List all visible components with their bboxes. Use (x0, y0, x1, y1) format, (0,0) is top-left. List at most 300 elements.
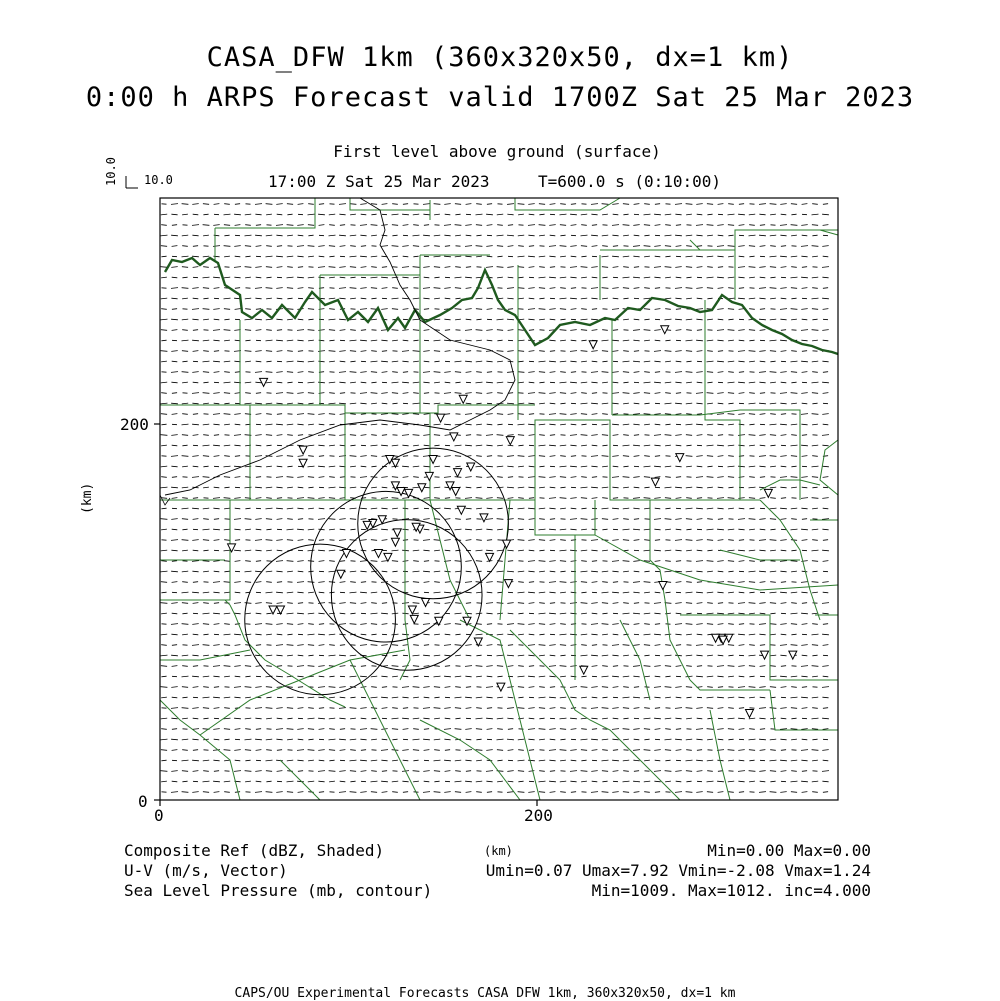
wind-vector (728, 277, 734, 278)
wind-vector (707, 456, 713, 457)
wind-vector (539, 204, 545, 205)
wind-vector (329, 508, 334, 509)
wind-vector (371, 393, 378, 394)
wind-vector (602, 246, 608, 247)
wind-vector (801, 225, 807, 226)
wind-vector (382, 624, 388, 625)
wind-vector (823, 645, 829, 646)
wind-vector (728, 697, 734, 698)
wind-vector (812, 466, 819, 467)
wind-vector (476, 235, 481, 236)
wind-vector (192, 403, 198, 404)
wind-vector (455, 256, 461, 257)
wind-vector (612, 708, 618, 709)
wind-vector (560, 708, 566, 709)
wind-vector (360, 424, 367, 425)
wind-vector (823, 204, 828, 205)
wind-vector (654, 718, 661, 719)
wind-vector (172, 645, 177, 646)
wind-vector (738, 382, 745, 383)
wind-vector (770, 550, 776, 551)
wind-vector (476, 676, 482, 677)
wind-vector (308, 288, 314, 289)
wind-vector (770, 687, 776, 688)
wind-vector (802, 403, 808, 404)
wind-vector (728, 760, 734, 761)
wind-vector (602, 508, 609, 509)
wind-vector (728, 540, 734, 541)
wind-vector (360, 708, 366, 709)
wind-vector (770, 267, 776, 268)
wind-vector (780, 319, 786, 320)
wind-vector (266, 519, 272, 520)
wind-vector (675, 487, 682, 488)
wind-vector (739, 340, 745, 341)
wind-vector (350, 267, 356, 268)
wind-vector (381, 613, 388, 614)
wind-vector (655, 792, 660, 793)
wind-vector (192, 256, 199, 257)
wind-vector (213, 781, 220, 782)
wind-vector (487, 393, 493, 394)
wind-vector (234, 697, 240, 698)
wind-vector (256, 225, 261, 226)
wind-vector (781, 382, 787, 383)
wind-vector (276, 256, 283, 257)
wind-vector (465, 729, 471, 730)
wind-vector (476, 561, 482, 562)
wind-vector (518, 424, 525, 425)
wind-vector (444, 739, 450, 740)
wind-vector (602, 760, 609, 761)
wind-vector (423, 519, 429, 520)
wind-vector (571, 424, 577, 425)
wind-vector (739, 645, 745, 646)
wind-vector (770, 445, 775, 446)
wind-vector (298, 403, 304, 404)
wind-vector (738, 498, 744, 499)
wind-vector (697, 246, 702, 247)
wind-vector (623, 277, 630, 278)
wind-vector (308, 697, 314, 698)
wind-vector (308, 214, 315, 215)
wind-vector (749, 750, 755, 751)
wind-vector (444, 624, 450, 625)
wind-vector (413, 235, 420, 236)
wind-vector (497, 477, 503, 478)
wind-vector (749, 435, 756, 436)
wind-vector (560, 288, 566, 289)
wind-vector (255, 382, 261, 383)
wind-vector (738, 603, 745, 604)
wind-vector (570, 634, 577, 635)
wind-vector (707, 655, 713, 656)
wind-vector (203, 298, 208, 299)
wind-vector (539, 540, 545, 541)
wind-vector (465, 445, 472, 446)
wind-vector (161, 246, 167, 247)
wind-vector (728, 246, 735, 247)
wind-vector (550, 372, 556, 373)
wind-vector (497, 361, 503, 362)
wind-vector (696, 487, 702, 488)
wind-vector (717, 361, 724, 362)
wind-vector (182, 204, 189, 205)
wind-vector (287, 529, 294, 530)
wind-vector (486, 382, 493, 383)
wind-vector (266, 435, 272, 436)
wind-vector (801, 750, 808, 751)
wind-vector (224, 424, 230, 425)
wind-vector (392, 393, 398, 394)
wind-vector (392, 382, 399, 383)
wind-vector (686, 498, 692, 499)
wind-vector (675, 550, 681, 551)
wind-vector (549, 645, 555, 646)
wind-vector (697, 603, 703, 604)
wind-vector (266, 781, 271, 782)
wind-vector (171, 519, 177, 520)
wind-vector (507, 792, 514, 793)
wind-vector (518, 246, 524, 247)
wind-vector (308, 592, 314, 593)
wind-vector (224, 697, 230, 698)
wind-vector (623, 361, 630, 362)
wind-vector (276, 739, 282, 740)
wind-vector (529, 214, 535, 215)
wind-vector (350, 330, 356, 331)
station-marker (425, 472, 433, 480)
wind-vector (224, 403, 229, 404)
wind-vector (476, 361, 482, 362)
wind-vector (318, 330, 324, 331)
wind-vector (297, 256, 303, 257)
wind-vector (340, 246, 346, 247)
wind-vector (759, 603, 765, 604)
wind-vector (823, 393, 829, 394)
wind-vector (255, 708, 262, 709)
wind-vector (665, 592, 670, 593)
wind-vector (277, 666, 282, 667)
wind-vector (791, 603, 797, 604)
wind-vector (696, 624, 702, 625)
wind-vector (822, 781, 828, 782)
wind-vector (497, 498, 503, 499)
wind-vector (675, 519, 681, 520)
wind-vector (192, 340, 199, 341)
wind-vector (371, 351, 377, 352)
wind-vector (276, 477, 283, 478)
wind-vector (413, 403, 420, 404)
wind-vector (392, 760, 398, 761)
wind-vector (665, 403, 672, 404)
wind-vector (518, 781, 523, 782)
wind-vector (676, 582, 682, 583)
wind-vector (739, 204, 744, 205)
wind-vector (350, 771, 356, 772)
wind-vector (402, 246, 408, 247)
wind-vector (444, 403, 450, 404)
station-marker (452, 487, 460, 495)
wind-vector (665, 676, 670, 677)
wind-vector (497, 697, 503, 698)
wind-vector (802, 655, 808, 656)
wind-vector (413, 277, 419, 278)
wind-vector (528, 393, 535, 394)
wind-vector (245, 340, 250, 341)
wind-vector (592, 582, 598, 583)
wind-vector (801, 330, 808, 331)
wind-vector (571, 393, 577, 394)
wind-vector (413, 613, 419, 614)
wind-vector (581, 519, 588, 520)
wind-vector (791, 456, 797, 457)
wind-vector (466, 603, 471, 604)
wind-vector (749, 256, 754, 257)
wind-vector (277, 330, 282, 331)
wind-vector (214, 456, 220, 457)
wind-vector (738, 582, 744, 583)
wind-vector (423, 708, 430, 709)
wind-vector (508, 750, 514, 751)
wind-vector (612, 540, 618, 541)
wind-vector (413, 550, 419, 551)
wind-vector (371, 529, 378, 530)
wind-vector (224, 582, 231, 583)
wind-vector (749, 771, 756, 772)
wind-vector (423, 288, 430, 289)
wind-vector (224, 330, 231, 331)
wind-vector (728, 666, 735, 667)
wind-vector (571, 288, 576, 289)
wind-vector (161, 214, 167, 215)
wind-vector (287, 718, 292, 719)
wind-vector (434, 687, 440, 688)
wind-vector (297, 246, 304, 247)
wind-vector (403, 676, 409, 677)
wind-vector (192, 204, 198, 205)
wind-vector (791, 687, 797, 688)
wind-vector (214, 487, 220, 488)
wind-vector (717, 246, 724, 247)
wind-vector (581, 676, 586, 677)
wind-vector (476, 309, 482, 310)
wind-vector (424, 666, 430, 667)
wind-vector (161, 225, 167, 226)
wind-vector (360, 403, 366, 404)
wind-vector (550, 267, 555, 268)
wind-vector (172, 246, 178, 247)
wind-vector (717, 697, 724, 698)
wind-vector (822, 445, 828, 446)
wind-vector (655, 508, 661, 509)
wind-vector (770, 571, 776, 572)
wind-vector (392, 340, 398, 341)
station-marker (299, 446, 307, 454)
wind-vector (371, 508, 377, 509)
wind-vector (487, 708, 492, 709)
wind-vector (245, 750, 251, 751)
wind-vector (581, 319, 588, 320)
wind-vector (329, 529, 335, 530)
wind-vector (550, 519, 555, 520)
wind-vector (255, 739, 262, 740)
wind-vector (539, 361, 546, 362)
wind-vector (455, 676, 461, 677)
wind-vector (518, 739, 524, 740)
wind-vector (413, 487, 420, 488)
wind-vector (591, 603, 597, 604)
wind-vector (161, 466, 167, 467)
wind-vector (560, 792, 566, 793)
wind-vector (791, 403, 797, 404)
wind-vector (203, 382, 208, 383)
wind-vector (581, 750, 587, 751)
wind-vector (287, 372, 293, 373)
wind-vector (686, 613, 691, 614)
wind-vector (728, 372, 734, 373)
wind-vector (592, 613, 598, 614)
wind-vector (686, 340, 693, 341)
wind-vector (697, 582, 702, 583)
wind-vector (738, 529, 744, 530)
wind-vector (245, 235, 252, 236)
wind-vector (360, 487, 366, 488)
wind-vector (812, 477, 818, 478)
wind-vector (444, 424, 451, 425)
wind-vector (318, 550, 325, 551)
wind-vector (287, 424, 293, 425)
wind-vector (581, 267, 588, 268)
wind-vector (308, 393, 314, 394)
wind-vector (434, 340, 441, 341)
wind-vector (791, 267, 797, 268)
wind-vector (171, 739, 178, 740)
wind-vector (319, 477, 325, 478)
wind-vector (235, 204, 240, 205)
wind-vector (749, 687, 756, 688)
wind-vector (591, 351, 597, 352)
wind-vector (455, 771, 461, 772)
wind-vector (623, 676, 629, 677)
wind-vector (297, 676, 303, 677)
wind-vector (497, 309, 503, 310)
wind-vector (791, 298, 796, 299)
wind-vector (791, 351, 797, 352)
wind-vector (550, 571, 556, 572)
wind-vector (256, 414, 262, 415)
wind-vector (802, 624, 808, 625)
wind-vector (486, 214, 493, 215)
wind-vector (308, 729, 314, 730)
wind-vector (802, 456, 808, 457)
wind-vector (801, 645, 807, 646)
wind-vector (403, 456, 408, 457)
wind-vector (791, 225, 798, 226)
wind-vector (434, 592, 441, 593)
wind-vector (371, 645, 378, 646)
wind-vector (234, 435, 241, 436)
wind-vector (644, 288, 650, 289)
wind-vector (192, 456, 198, 457)
wind-vector (161, 550, 167, 551)
y-axis-unit: (km) (80, 483, 95, 514)
wind-vector (739, 592, 745, 593)
wind-vector (738, 781, 744, 782)
wind-vector (360, 477, 367, 478)
wind-vector (529, 687, 535, 688)
wind-vector (812, 319, 817, 320)
wind-vector (476, 256, 482, 257)
wind-vector (234, 582, 240, 583)
wind-vector (812, 288, 818, 289)
wind-vector (592, 309, 597, 310)
wind-vector (287, 519, 293, 520)
wind-vector (728, 739, 733, 740)
wind-vector (350, 435, 356, 436)
wind-vector (413, 729, 419, 730)
wind-vector (665, 477, 671, 478)
wind-vector (560, 298, 567, 299)
wind-vector (392, 792, 398, 793)
wind-vector (350, 466, 356, 467)
wind-vector (654, 529, 660, 530)
wind-vector (161, 235, 168, 236)
wind-vector (602, 204, 609, 205)
wind-vector (266, 508, 273, 509)
wind-vector (266, 582, 272, 583)
wind-vector (549, 582, 556, 583)
wind-vector (319, 225, 325, 226)
wind-vector (686, 540, 693, 541)
legend-wind-range: Umin=0.07 Umax=7.92 Vmin=-2.08 Vmax=1.24 (486, 861, 871, 880)
wind-vector (613, 771, 619, 772)
wind-vector (444, 729, 451, 730)
wind-vector (539, 298, 544, 299)
wind-vector (319, 204, 324, 205)
wind-vector (686, 445, 691, 446)
wind-vector (718, 204, 724, 205)
wind-vector (770, 487, 776, 488)
wind-vector (392, 246, 399, 247)
wind-vector (476, 214, 483, 215)
wind-vector (780, 645, 787, 646)
wind-vector (214, 519, 219, 520)
wind-vector (759, 624, 766, 625)
wind-vector (612, 288, 618, 289)
wind-vector (633, 477, 639, 478)
wind-vector (623, 382, 628, 383)
wind-vector (382, 487, 388, 488)
wind-vector (550, 792, 556, 793)
wind-vector (277, 498, 282, 499)
wind-vector (781, 634, 787, 635)
wind-vector (707, 592, 713, 593)
wind-vector (707, 760, 713, 761)
wind-vector (423, 214, 429, 215)
wind-vector (560, 487, 565, 488)
wind-vector (571, 760, 577, 761)
wind-vector (602, 519, 608, 520)
wind-vector (686, 760, 693, 761)
wind-vector (676, 498, 682, 499)
wind-vector (822, 550, 829, 551)
wind-vector (487, 340, 493, 341)
wind-vector (560, 760, 566, 761)
wind-vector (424, 729, 429, 730)
wind-vector (676, 309, 681, 310)
wind-vector (749, 582, 755, 583)
